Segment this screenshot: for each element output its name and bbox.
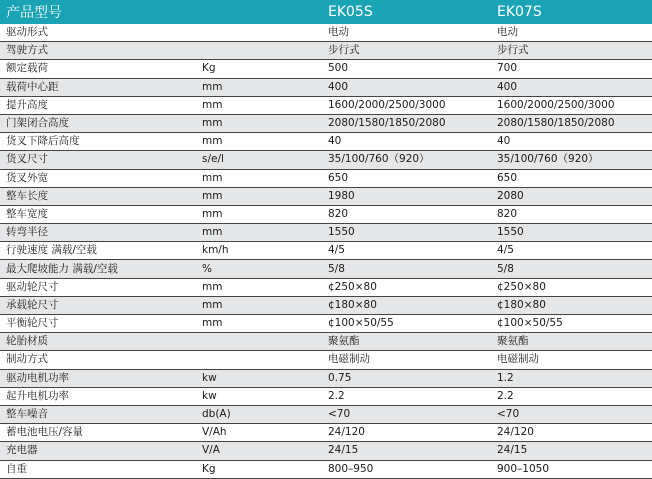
- table-row: [0, 315, 652, 333]
- row-label: 最大爬坡能力 满载/空载: [0, 260, 196, 278]
- row-label: 载荷中心距: [0, 78, 196, 96]
- row-value-a: <70: [322, 405, 491, 423]
- row-unit: mm: [196, 78, 322, 96]
- row-unit: mm: [196, 224, 322, 242]
- row-unit: mm: [196, 96, 322, 114]
- row-value-a: 2080/1580/1850/2080: [322, 114, 491, 132]
- row-value-a: 1550: [322, 224, 491, 242]
- table-row: [0, 24, 652, 42]
- table-row: [0, 460, 652, 478]
- table-row: [0, 442, 652, 460]
- row-unit: V/A: [196, 442, 322, 460]
- row-label: 行驶速度 满载/空载: [0, 242, 196, 260]
- table-row: [0, 296, 652, 314]
- header-model-a: EK05S: [322, 0, 491, 24]
- row-label: 整车宽度: [0, 205, 196, 223]
- table-row: [0, 424, 652, 442]
- row-label: 整车长度: [0, 187, 196, 205]
- row-value-a: 1980: [322, 187, 491, 205]
- row-unit: [196, 42, 322, 60]
- header-model-b: EK07S: [491, 0, 652, 24]
- table-row: [0, 78, 652, 96]
- table-row: [0, 224, 652, 242]
- row-value-a: 40: [322, 133, 491, 151]
- row-unit: mm: [196, 205, 322, 223]
- row-value-b: 2.2: [491, 387, 652, 405]
- row-label: 提升高度: [0, 96, 196, 114]
- row-label: 充电器: [0, 442, 196, 460]
- row-unit: [196, 24, 322, 42]
- table-row: [0, 205, 652, 223]
- row-label: 自重: [0, 460, 196, 478]
- row-value-b: 电磁制动: [491, 351, 652, 369]
- row-value-a: 400: [322, 78, 491, 96]
- row-value-a: 500: [322, 60, 491, 78]
- table-row: [0, 96, 652, 114]
- row-value-a: 1600/2000/2500/3000: [322, 96, 491, 114]
- row-value-b: 1.2: [491, 369, 652, 387]
- table-row: [0, 114, 652, 132]
- row-value-a: 0.75: [322, 369, 491, 387]
- row-label: 平衡轮尺寸: [0, 315, 196, 333]
- row-value-b: 电动: [491, 24, 652, 42]
- row-label: 驱动形式: [0, 24, 196, 42]
- row-value-a: ¢100×50/55: [322, 315, 491, 333]
- row-unit: db(A): [196, 405, 322, 423]
- row-value-b: 24/120: [491, 424, 652, 442]
- row-unit: s/e/l: [196, 151, 322, 169]
- table-row: [0, 333, 652, 351]
- spec-rows: [0, 24, 652, 478]
- header-label: 产品型号: [0, 0, 196, 24]
- row-label: 驾驶方式: [0, 42, 196, 60]
- row-label: 货叉尺寸: [0, 151, 196, 169]
- row-label: 制动方式: [0, 351, 196, 369]
- row-value-b: 24/15: [491, 442, 652, 460]
- row-value-a: 35/100/760（920）: [322, 151, 491, 169]
- row-label: 门架闭合高度: [0, 114, 196, 132]
- row-unit: mm: [196, 114, 322, 132]
- row-value-b: ¢100×50/55: [491, 315, 652, 333]
- row-label: 货叉外宽: [0, 169, 196, 187]
- row-value-a: ¢250×80: [322, 278, 491, 296]
- row-unit: %: [196, 260, 322, 278]
- row-value-a: 24/120: [322, 424, 491, 442]
- row-value-a: 820: [322, 205, 491, 223]
- row-value-b: 4/5: [491, 242, 652, 260]
- table-row: [0, 133, 652, 151]
- table-row: [0, 169, 652, 187]
- row-label: 起升电机功率: [0, 387, 196, 405]
- header-unit: [196, 0, 322, 24]
- table-row: [0, 242, 652, 260]
- table-row: [0, 260, 652, 278]
- row-unit: mm: [196, 169, 322, 187]
- row-unit: mm: [196, 187, 322, 205]
- row-value-a: 24/15: [322, 442, 491, 460]
- row-value-b: 900–1050: [491, 460, 652, 478]
- row-value-a: 800–950: [322, 460, 491, 478]
- row-value-a: ¢180×80: [322, 296, 491, 314]
- row-value-a: 650: [322, 169, 491, 187]
- row-unit: [196, 351, 322, 369]
- table-row: [0, 187, 652, 205]
- table-row: [0, 151, 652, 169]
- row-unit: mm: [196, 133, 322, 151]
- row-unit: kw: [196, 369, 322, 387]
- row-label: 轮胎材质: [0, 333, 196, 351]
- table-row: [0, 351, 652, 369]
- row-label: 驱动电机功率: [0, 369, 196, 387]
- table-row: [0, 278, 652, 296]
- table-row: [0, 369, 652, 387]
- row-value-b: 1550: [491, 224, 652, 242]
- row-value-b: 35/100/760（920）: [491, 151, 652, 169]
- row-label: 驱动轮尺寸: [0, 278, 196, 296]
- row-value-a: 电磁制动: [322, 351, 491, 369]
- row-value-b: 2080/1580/1850/2080: [491, 114, 652, 132]
- row-value-b: 700: [491, 60, 652, 78]
- row-value-b: ¢250×80: [491, 278, 652, 296]
- row-unit: mm: [196, 315, 322, 333]
- row-value-b: ¢180×80: [491, 296, 652, 314]
- row-unit: [196, 333, 322, 351]
- row-value-b: 步行式: [491, 42, 652, 60]
- table-row: [0, 42, 652, 60]
- row-value-b: 1600/2000/2500/3000: [491, 96, 652, 114]
- table-row: [0, 60, 652, 78]
- row-label: 蓄电池电压/容量: [0, 424, 196, 442]
- row-label: 货叉下降后高度: [0, 133, 196, 151]
- row-label: 整车噪音: [0, 405, 196, 423]
- table-row: [0, 387, 652, 405]
- row-unit: mm: [196, 296, 322, 314]
- row-label: 额定载荷: [0, 60, 196, 78]
- row-label: 承载轮尺寸: [0, 296, 196, 314]
- row-unit: km/h: [196, 242, 322, 260]
- row-value-b: 5/8: [491, 260, 652, 278]
- row-value-b: 820: [491, 205, 652, 223]
- row-value-b: 400: [491, 78, 652, 96]
- row-value-a: 步行式: [322, 42, 491, 60]
- row-value-b: 聚氨酯: [491, 333, 652, 351]
- table-row: [0, 405, 652, 423]
- row-value-a: 电动: [322, 24, 491, 42]
- row-unit: Kg: [196, 460, 322, 478]
- row-unit: mm: [196, 278, 322, 296]
- row-value-b: 2080: [491, 187, 652, 205]
- row-unit: kw: [196, 387, 322, 405]
- row-value-a: 5/8: [322, 260, 491, 278]
- row-unit: V/Ah: [196, 424, 322, 442]
- row-unit: Kg: [196, 60, 322, 78]
- header-row: [0, 0, 652, 24]
- row-label: 转弯半径: [0, 224, 196, 242]
- row-value-a: 4/5: [322, 242, 491, 260]
- row-value-b: 40: [491, 133, 652, 151]
- row-value-a: 聚氨酯: [322, 333, 491, 351]
- row-value-b: <70: [491, 405, 652, 423]
- row-value-a: 2.2: [322, 387, 491, 405]
- row-value-b: 650: [491, 169, 652, 187]
